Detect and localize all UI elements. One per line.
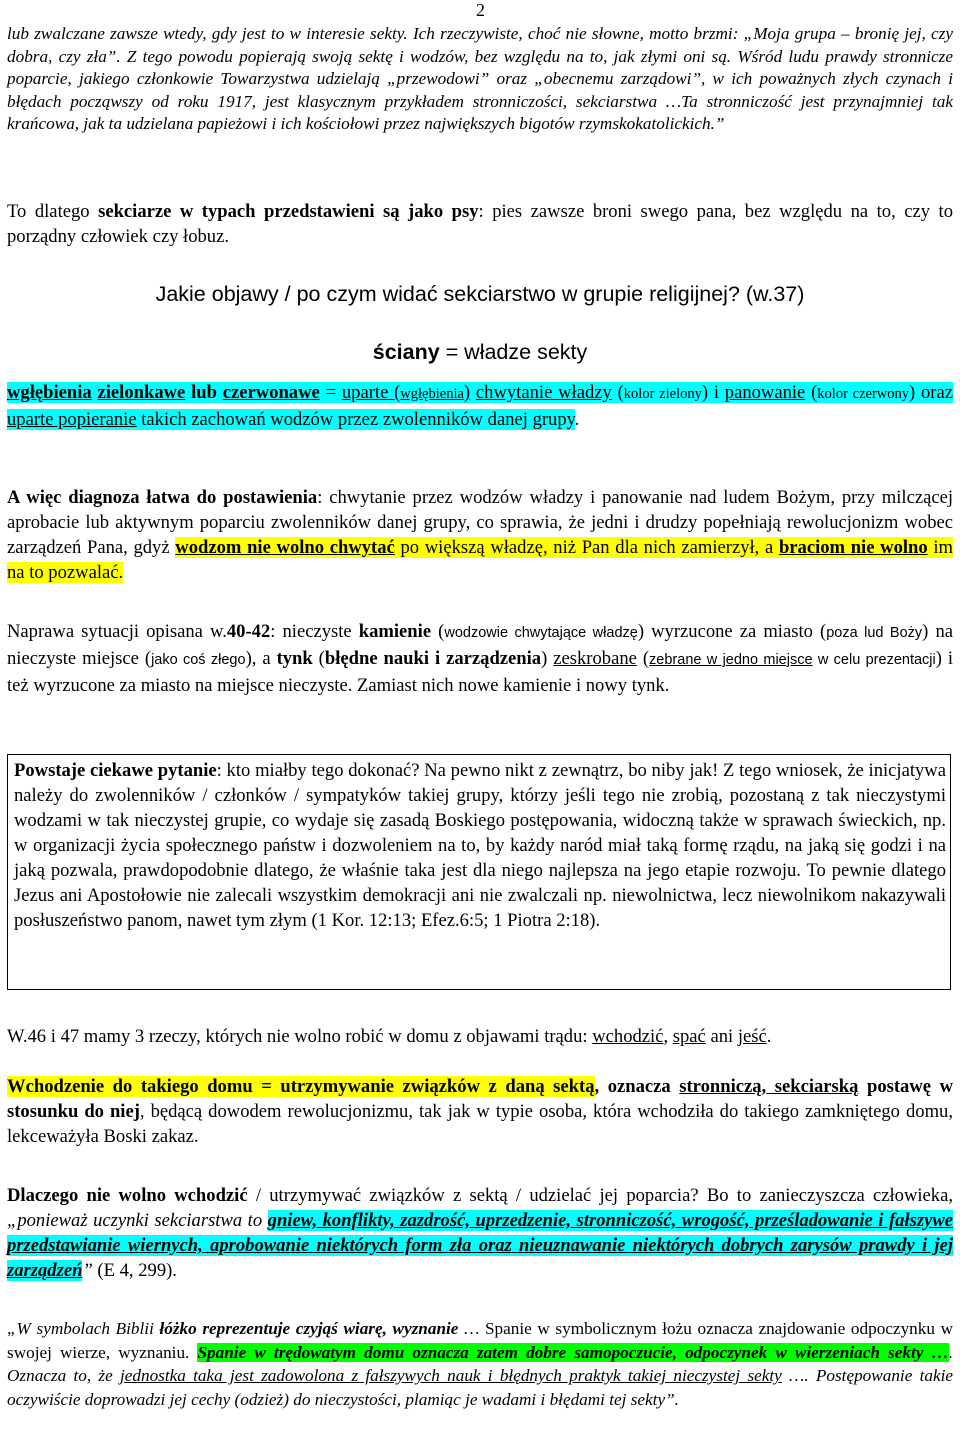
paragraph-sectarians-dogs [7, 199, 953, 249]
text: : chwytanie przez wodzów władzy i panowanie nad ludem Bożym, przy milczącej aprobacie lub aktywnym poparciu zwolenników danej grupy, co sprawia, że jedni i drudzy popełniają rewolucjonizm wobec zarządzeń Pana, gdyż [7, 487, 954, 558]
bold-italic-text: łóżko reprezentuje czyjąś wiarę, wyznanie [159, 1319, 459, 1338]
small-text: wodzowie chwytające władzę [444, 625, 638, 641]
text: ( [805, 382, 818, 403]
italic-text: ” [82, 1260, 93, 1281]
term-seizing-power: chwytanie władzy [475, 382, 612, 403]
text: / utrzymywać związków z sektą / udzielać jej poparcia? Bo to zanieczyszcza człowieka, [247, 1185, 954, 1206]
text: = [319, 382, 342, 403]
bold-underlined: wodzom nie wolno chwytać [175, 537, 395, 558]
term-ruling: panowanie [724, 382, 806, 403]
text: ) wyrzucone za miasto ( [637, 621, 827, 642]
paragraph-why-not-enter [7, 1183, 953, 1283]
term-greenish: zielonkawe [97, 382, 186, 403]
bold-text: Powstaje ciekawe pytanie [14, 760, 217, 781]
underlined-text: jeść [737, 1026, 767, 1047]
bold-text: 40-42 [226, 621, 271, 642]
bold-underlined: braciom nie wolno [778, 537, 928, 558]
bold-text: postawę w stosunku do niej [7, 1076, 953, 1122]
text: (E 4, 299). [92, 1260, 177, 1281]
page-number: 2 [476, 0, 485, 20]
text: Spanie w symbolicznym łożu oznacza znajdowanie odpoczynku w swojej wierze, wyznaniu. [7, 1319, 953, 1362]
heading-bold: ściany [372, 340, 440, 364]
section-heading-question: Jakie objawy / po czym widać sekciarstwo w grupie religijnej? (w.37) [155, 282, 805, 306]
text: , będącą dowodem rewolucjonizmu, tak jak w typie osoba, która wchodziła do takiego zamkniętego domu, lekceważyła Boski zakaz. [7, 1101, 953, 1147]
text: : pies zawsze broni swego pana, bez względu na to, czy to porządny człowiek czy łobuz. [7, 201, 953, 247]
text: ) i [701, 382, 725, 403]
term-stubborn-support: uparte popieranie [7, 409, 137, 430]
bold-text: Dlaczego nie wolno wchodzić [7, 1185, 248, 1206]
small-text: poza lud Boży [826, 625, 923, 641]
italic-text: „W symbolach Biblii [7, 1319, 160, 1338]
text: W.46 i 47 mamy 3 rzeczy, których nie wolno robić w domu z objawami trądu: [7, 1026, 593, 1047]
paragraph-bed-symbolism [7, 1317, 953, 1411]
italic-text: …. Postępowanie takie oczywiście doprowadzi jej cechy (odzież) do nieczystości, plamiąc je wadami i błędami tej sekty”. [7, 1366, 953, 1409]
small-text: wgłębienia [400, 386, 464, 402]
underlined-text: zeskrobane [553, 648, 637, 669]
term-reddish: czerwonawe [222, 382, 320, 403]
text: ) [463, 382, 471, 403]
italic-text: „ponieważ uczynki sekciarstwa to [7, 1210, 268, 1231]
text: ani [705, 1026, 738, 1047]
text: ( [431, 621, 445, 642]
text: To dlatego [7, 201, 99, 222]
text: . [766, 1026, 772, 1047]
text: po większą władzę, niż Pan dla nich zamierzył, a [394, 537, 779, 558]
text: ), a [245, 648, 277, 669]
bold-text: błędne nauki i zarządzenia [324, 648, 542, 669]
text: ( [636, 648, 650, 669]
text: lub [185, 382, 223, 403]
text: ) i też wyrzucone za miasto na miejsce nieczyste. Zamiast nich nowe kamienie i nowy tynk. [7, 648, 954, 696]
text: Naprawa sytuacji opisana w. [7, 621, 227, 642]
small-text: kolor czerwony [817, 386, 910, 402]
bold-text: kamienie [358, 621, 432, 642]
section-heading-walls [0, 340, 960, 365]
quote-paragraph-continuation [7, 23, 953, 136]
text: . [574, 409, 580, 430]
paragraph-three-things [7, 1024, 953, 1049]
underlined-stubborn [342, 382, 470, 403]
text: im na to pozwalać. [7, 537, 953, 583]
bold-text: A więc diagnoza łatwa do postawienia [7, 487, 318, 508]
term-depressions: wgłębienia [7, 382, 92, 403]
small-underlined-text: zebrane w jedno miejsce [649, 652, 813, 668]
underlined-text: spać [672, 1026, 706, 1047]
bold-italic-highlighted: gniew, konflikty, zazdrość, uprzedzenie, stronniczość, wrogość, prześladowanie i fałszywe przedstawianie wiernych, aprobowanie niektórych form zła oraz nieuznawanie niektórych dobrych zarysów prawdy i jej zarządzeń [7, 1210, 953, 1281]
small-text: w celu prezentacji [812, 652, 936, 668]
text: : nieczyste [270, 621, 359, 642]
text: takich zachowań wodzów przez zwolenników danej grupy [136, 409, 575, 430]
bold-text: tynk [276, 648, 313, 669]
italic-text: … [458, 1319, 485, 1338]
bold-text: sekciarze w typach przedstawieni są jako psy [98, 201, 479, 222]
heading-text: = władze sekty [439, 340, 588, 364]
text: uparte ( [341, 382, 401, 403]
bold-text: , oznacza [594, 1076, 680, 1097]
text: ( [312, 648, 325, 669]
boxed-question-paragraph [7, 754, 951, 990]
text: ) [541, 648, 554, 669]
text: ) oraz [909, 382, 953, 403]
text: ( [611, 382, 624, 403]
paragraph-depressions-definition [7, 380, 953, 432]
underlined-text: wchodzić [592, 1026, 664, 1047]
underlined-italic-text: jednostka taka jest zadowolona z fałszywych nauk i błędnych praktyk takiej nieczystej sekty [119, 1366, 782, 1385]
paragraph-entering-house [7, 1074, 953, 1149]
small-text: kolor zielony [623, 386, 702, 402]
quote-text: lub zwalczane zawsze wtedy, gdy jest to w interesie sekty. Ich rzeczywiste, choć nie słowne, motto brzmi: „Moja grupa – bronię jej, czy dobra, czy zła”. Z tego powodu popierają swoją sektę i wodzów, bez względu na to, jak złymi oni są. Wśród ludu prawdy stronnicze poparcie, jakiego członkowie Towarzystwa udzielają „przewodowi” oraz „obecnemu zarządowi”, w ich poważnych złych czynach i błędach począwszy od roku 1917, jest klasycznym przykładem stronniczości, sekciarstwa …Ta stronniczość jest przynajmniej tak krańcowa, jak ta udzielana papieżowi i ich kościołowi przez największych bigotów rzymskokatolickich.” [7, 24, 953, 133]
text: ) na nieczyste miejsce ( [7, 621, 953, 669]
text: : kto miałby tego dokonać? Na pewno nikt z zewnątrz, bo niby jak! Z tego wniosek, że inicjatywa należy do zwolenników / członków / sympatyków takiej grupy, którzy jeśli tego nie zrobią, pozostaną z tak nieczystymi wodzami w tak nieczystej grupie, co wydaje się zasadą Boskiego postępowania, widoczną także w sprawach świeckich, np. w organizacji życia społecznego państw i dozwoleniem na to, by każdy naród miał taką formę rządu, na jaką się godzi i na jaką pozwala, prawdopodobnie dlatego, że właśnie taka jest dla niego najlepsza na jego etapie rozwoju. To pewnie dlatego Jezus ani Apostołowie nie zalecali wszystkim demokracji ani nie zwalczali np. niewolnictwa, lecz niewolnikom nakazywali posłuszeństwo panom, nawet tym złym (1 Kor. 12:13; Efez.6:5; 1 Piotra 2:18). [14, 760, 946, 931]
paragraph-diagnosis [7, 485, 953, 585]
bold-highlighted: Wchodzenie do takiego domu = utrzymywanie związków z daną sektą [7, 1076, 595, 1097]
bold-underlined: stronniczą, sekciarską [679, 1076, 859, 1097]
text: , [663, 1026, 673, 1047]
small-text: jako coś złego [151, 652, 246, 668]
paragraph-remedy [7, 619, 953, 698]
italic-text: . Oznacza to, że [7, 1342, 953, 1385]
bold-italic-highlighted: Spanie w trędowatym domu oznacza zatem dobre samopoczucie, odpoczynek w wierzeniach sekty … [197, 1342, 949, 1362]
